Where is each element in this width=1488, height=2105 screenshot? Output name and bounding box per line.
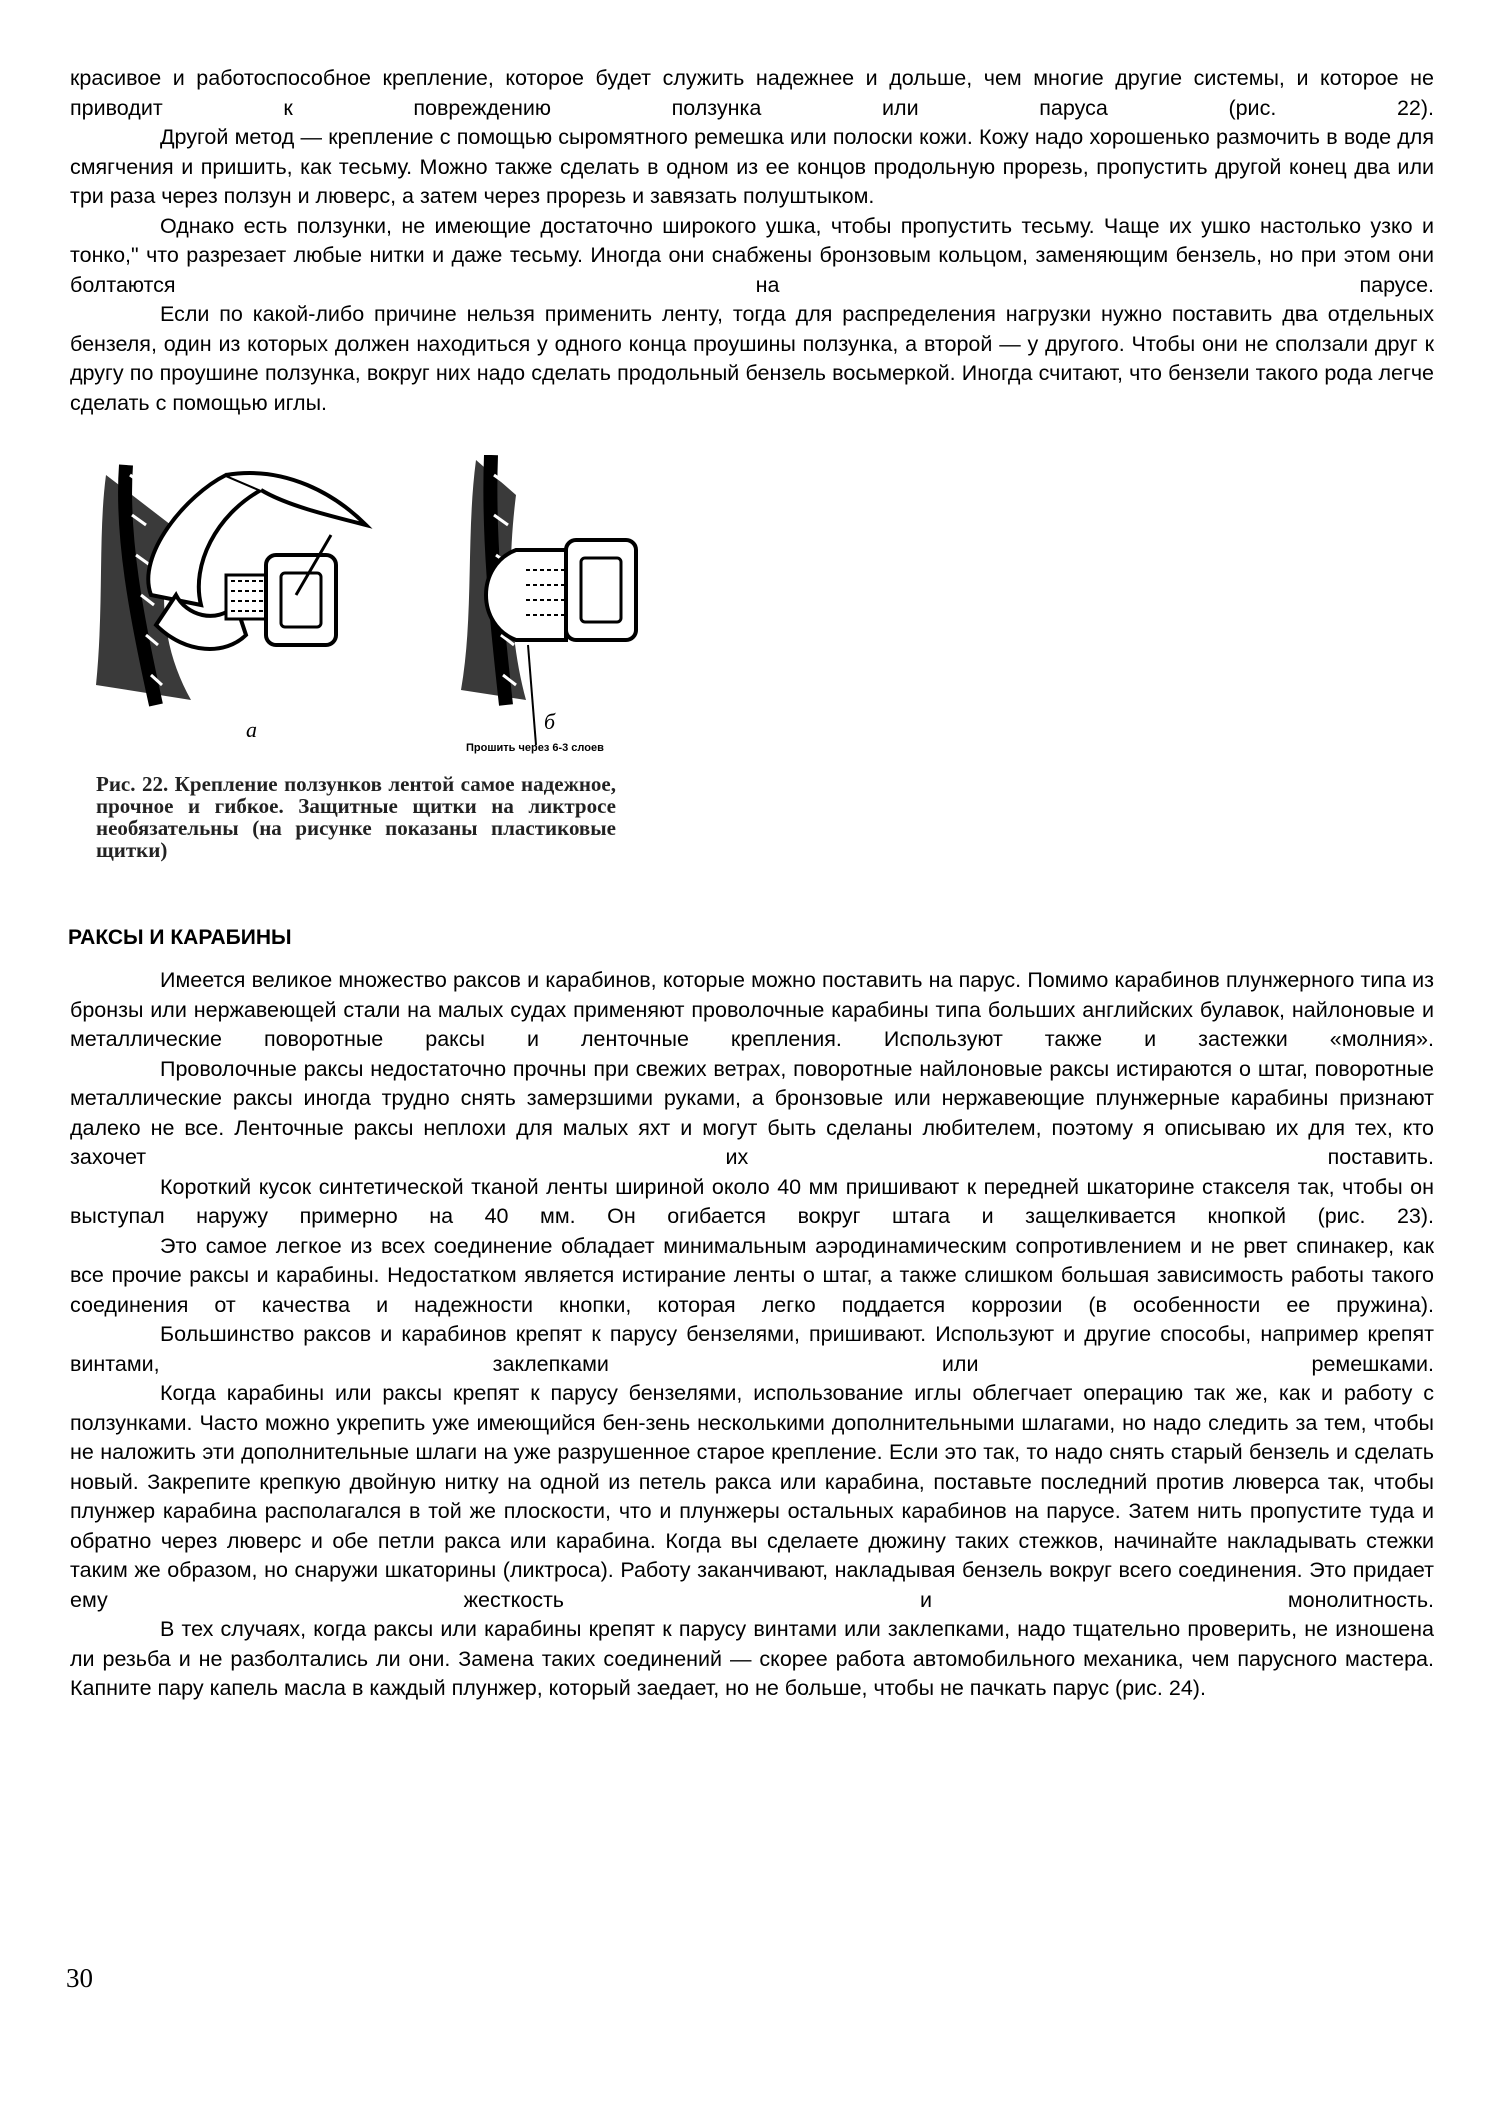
- paragraph: красивое и работоспособное крепление, которое будет служить надежнее и дольше, чем многие другие системы, и которое не приводит к повреждению ползунка или паруса (рис. 22).: [70, 66, 1434, 120]
- figure-note-b: Прошить через 6-3 слоев: [466, 742, 604, 754]
- figure-label-b: б: [544, 709, 556, 734]
- page-number: 30: [66, 1963, 93, 1993]
- paragraph: Имеется великое множество раксов и карабинов, которые можно поставить на парус. Помимо карабинов плунжерного типа из бронзы или нержавеющей стали на малых судах применяют проволочные карабины типа больших английских булавок, найлоновые и металлические поворотные раксы и ленточные крепления. Используют также и застежки «молния».: [70, 968, 1434, 1051]
- paragraph: Однако есть ползунки, не имеющие достаточно широкого ушка, чтобы пропустить тесьму. Чаще их ушко настолько узко и тонко," что разрезает любые нитки и даже тесьму. Иногда они снабжены бронзовым кольцом, заменяющим бензель, но при этом они болтаются на парусе.: [70, 213, 1434, 297]
- paragraph: Короткий кусок синтетической тканой ленты шириной около 40 мм пришивают к передней шкаторине стакселя так, чтобы он выступал наружу примерно на 40 мм. Он огибается вокруг штага и защелкивается кнопкой (рис. 23).: [70, 1174, 1434, 1228]
- bottom-text-block: [70, 966, 1434, 1704]
- paragraph: Проволочные раксы недостаточно прочны при свежих ветрах, поворотные найлоновые раксы истираются о штаг, поворотные металлические раксы иногда трудно снять замерзшими руками, а бронзовые или нержавеющие плунжерные карабины признают далеко не все. Ленточные раксы неплохи для малых яхт и могут быть сделаны любителем, поэтому я описываю их для тех, кто захочет их поставить.: [70, 1056, 1434, 1169]
- paragraph: Другой метод — крепление с помощью сыромятного ремешка или полоски кожи. Кожу надо хорошенько размочить в воде для смягчения и пришить, как тесьму. Можно также сделать в одном из ее концов продольную прорезь, пропустить другой конец два или три раза через ползун и люверс, а затем через прорезь и завязать полуштыком.: [70, 125, 1434, 208]
- paragraph: Большинство раксов и карабинов крепят к парусу бензелями, пришивают. Используют и другие способы, например крепят винтами, заклепками или ремешками.: [70, 1322, 1434, 1376]
- paragraph: Если по какой-либо причине нельзя применить ленту, тогда для распределения нагрузки нужно поставить два отдельных бензеля, один из которых должен находиться у одного конца проушины ползунка, а второй — у другого. Чтобы они не сползали друг к другу по проушине ползунка, вокруг них надо сделать продольный бензель восьмеркой. Иногда считают, что бензели такого рода легче сделать с помощью иглы.: [70, 302, 1434, 415]
- slider-attachment-illustration: [96, 455, 656, 765]
- top-text-block: [70, 64, 1434, 418]
- figure-label-a: а: [246, 717, 257, 742]
- figure-caption: Рис. 22. Крепление ползунков лентой самое надежное, прочное и гибкое. Защитные щитки на ликтросе необязательны (на рисунке показаны пластиковые щитки): [96, 772, 616, 862]
- paragraph: В тех случаях, когда раксы или карабины крепят к парусу винтами или заклепками, надо тщательно проверить, не изношена ли резьба и не разболтались ли они. Замена таких соединений — скорее работа автомобильного механика, чем парусного мастера. Капните пару капель масла в каждый плунжер, который заедает, но не больше, чтобы не пачкать парус (рис. 24).: [70, 1617, 1434, 1700]
- figure-22: [96, 455, 656, 875]
- paragraph: Когда карабины или раксы крепят к парусу бензелями, использование иглы облегчает операцию так же, как и работу с ползунками. Часто можно укрепить уже имеющийся бен-зень несколькими дополнительными шлагами, но надо следить за тем, чтобы не наложить эти дополнительные шлаги на уже разрушенное старое крепление. Если это так, то надо снять старый бензель и сделать новый. Закрепите крепкую двойную нитку на одной из петель ракса или карабина, поставьте последний против люверса так, чтобы плунжер карабина располагался в той же плоскости, что и плунжеры остальных карабинов на парусе. Затем нить пропустите туда и обратно через люверс и обе петли ракса или карабина. Когда вы сделаете дюжину таких стежков, начинайте накладывать стежки таким же образом, но снаружи шкаторины (ликтроса). Работу заканчивают, накладывая бензель вокруг всего соединения. Это придает ему жесткость и монолитность.: [70, 1381, 1434, 1612]
- section-heading: РАКСЫ И КАРАБИНЫ: [68, 926, 292, 949]
- paragraph: Это самое легкое из всех соединение обладает минимальным аэродинамическим сопротивлением и не рвет спинакер, как все прочие раксы и карабины. Недостатком является истирание ленты о штаг, а также слишком большая зависимость работы такого соединения от качества и надежности кнопки, которая легко поддается коррозии (в особенности ее пружина).: [70, 1233, 1434, 1317]
